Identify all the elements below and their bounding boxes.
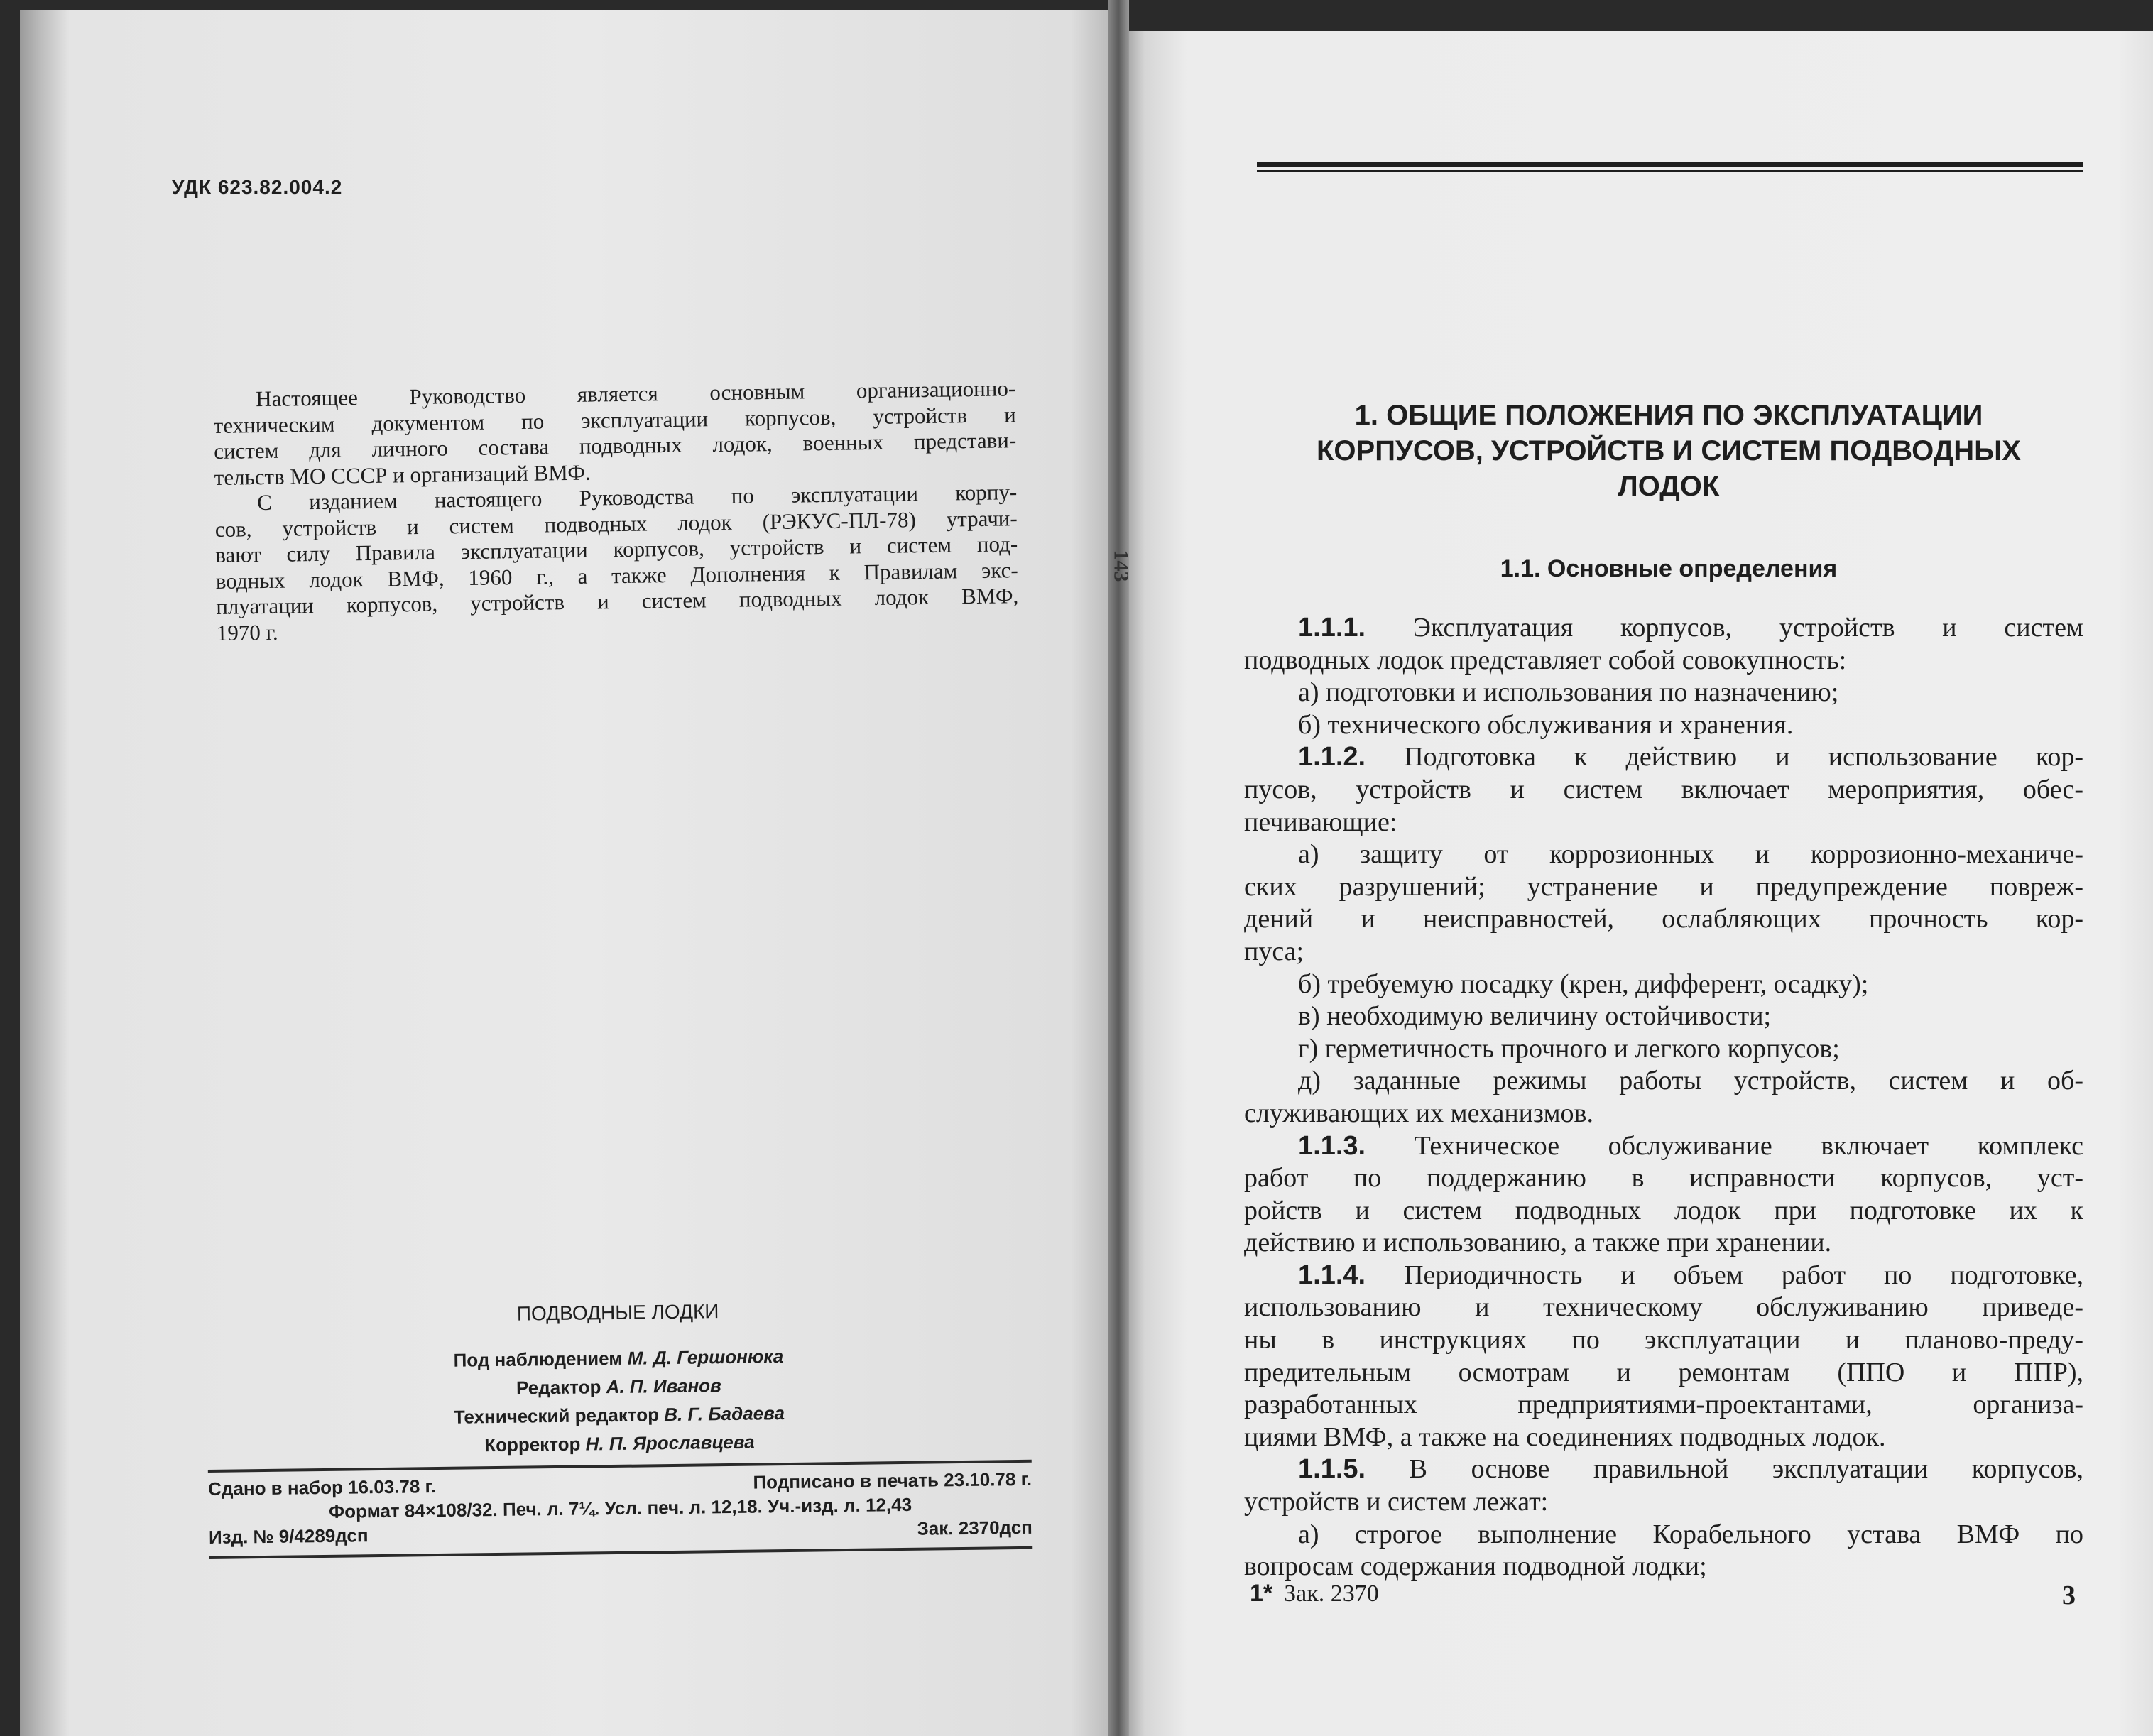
text-line: [1244, 839, 2083, 871]
clause-number: 1.1.4.: [1298, 1260, 1366, 1290]
text-line: [1244, 645, 2083, 677]
text-line: [1244, 1324, 2083, 1357]
line-text: В основе правильной эксплуатации корпусов,: [1409, 1454, 2083, 1485]
text-line: [1244, 1065, 2083, 1098]
page-number: 3: [2062, 1581, 2076, 1610]
credit-role: Редактор: [516, 1376, 601, 1399]
chapter-heading: [1250, 398, 2088, 504]
credits: [207, 1339, 1032, 1463]
text-line: [1244, 1292, 2083, 1324]
line-text: ройств и систем подводных лодок при подготовке их к: [1244, 1195, 2083, 1225]
line-text: дений и неисправностей, ослабляющих прочность кор-: [1244, 904, 2083, 934]
edition-number: Изд. № 9/4289дсп: [208, 1524, 369, 1548]
line-text: б) требуемую посадку (крен, дифферент, осадку);: [1298, 968, 1869, 999]
udk-code: УДК 623.82.004.2: [172, 176, 343, 198]
line-text: С изданием настоящего Руководства по эксплуатации корпу-: [257, 479, 1018, 515]
line-text: а) строгое выполнение Корабельного устава ВМФ по: [1298, 1519, 2083, 1549]
credit-name: Н. П. Ярославцева: [585, 1431, 755, 1455]
line-text: печивающие:: [1244, 807, 1397, 837]
line-text: циями ВМФ, а также на соединениях подводных лодок.: [1244, 1421, 1886, 1452]
text-line: [1244, 1195, 2083, 1228]
clause-number: 1.1.1.: [1298, 613, 1366, 643]
annotation-text: [213, 376, 1019, 646]
body-text: [1244, 612, 2083, 1583]
text-line: [1244, 1033, 2083, 1066]
text-line: [1244, 741, 2083, 774]
credit-role: Технический редактор: [453, 1404, 660, 1428]
text-line: [1244, 1130, 2083, 1163]
text-line: [1244, 1421, 2083, 1454]
line-text: ских разрушений; устранение и предупреждение повреж-: [1244, 871, 2083, 902]
text-line: [1244, 1453, 2083, 1486]
signed-date: Подписано в печать 23.10.78 г.: [753, 1468, 1032, 1493]
line-text: Подготовка к действию и использование кор-: [1404, 742, 2084, 773]
line-text: ны в инструкциях по эксплуатации и планово-преду-: [1244, 1325, 2083, 1355]
clause-number: 1.1.3.: [1298, 1130, 1366, 1161]
line-text: систем для личного состава подводных лодок, военных представи-: [214, 427, 1017, 464]
credit-role: Корректор: [484, 1433, 581, 1456]
line-text: сов, устройств и систем подводных лодок (РЭКУС-ПЛ-78) утрачи-: [214, 505, 1018, 542]
line-text: Периодичность и объем работ по подготовке,: [1404, 1260, 2084, 1290]
line-text: г) герметичность прочного и легкого корпусов;: [1298, 1033, 1840, 1064]
line-text: вопросам содержания подводной лодки;: [1244, 1551, 1707, 1582]
line-text: пуса;: [1244, 936, 1304, 966]
book-gutter: [1108, 0, 1129, 1736]
section-heading: 1.1. Основные определения: [1500, 555, 1838, 582]
text-line: [1244, 871, 2083, 904]
line-text: пусов, устройств и систем включает мероприятия, обес-: [1244, 774, 2083, 804]
heading-line: 1. ОБЩИЕ ПОЛОЖЕНИЯ ПО ЭКСПЛУАТАЦИИ: [1354, 400, 1983, 431]
line-text: тельств МО СССР и организаций ВМФ.: [214, 459, 591, 490]
line-text: техническим документом по эксплуатации корпусов, устройств и: [213, 401, 1016, 438]
text-line: [1244, 1227, 2083, 1260]
typeset-date: Сдано в набор 16.03.78 г.: [207, 1475, 437, 1500]
text-line: [1244, 612, 2083, 645]
line-text: работ по поддержанию в исправности корпусов, уст-: [1244, 1163, 2083, 1194]
line-text: б) технического обслуживания и хранения.: [1298, 709, 1794, 740]
line-text: действию и использованию, а также при хранении.: [1244, 1228, 1832, 1258]
line-text: д) заданные режимы работы устройств, систем и об-: [1298, 1066, 2083, 1096]
credit-role: Под наблюдением: [453, 1347, 623, 1371]
footer-order: Зак. 2370: [1284, 1581, 1379, 1607]
text-line: [1244, 709, 2083, 742]
text-line: [1244, 903, 2083, 936]
format-info: Формат 84×108/32. Печ. л. 7¼. Усл. печ. л. 12,18. Уч.-изд. л. 12,43: [328, 1493, 912, 1522]
line-text: предительным осмотрам и ремонтам (ППО и ППР),: [1244, 1357, 2083, 1387]
text-line: [1244, 1098, 2083, 1130]
line-text: а) защиту от коррозионных и коррозионно-механиче-: [1298, 839, 2083, 870]
text-line: [1244, 807, 2083, 839]
text-line: [1244, 1162, 2083, 1195]
text-line: [1244, 1519, 2083, 1551]
text-line: [1244, 968, 2083, 1001]
credit-name: В. Г. Бадаева: [664, 1402, 785, 1426]
line-text: Эксплуатация корпусов, устройств и систем: [1412, 613, 2083, 643]
clause-number: 1.1.2.: [1298, 742, 1366, 773]
signature-number: 1*: [1250, 1580, 1273, 1607]
text-line: [1244, 1389, 2083, 1421]
line-text: устройств и систем лежат:: [1244, 1487, 1549, 1517]
line-text: а) подготовки и использования по назначению;: [1298, 677, 1839, 708]
line-text: в) необходимую величину остойчивости;: [1298, 1001, 1772, 1032]
text-line: [1244, 1551, 2083, 1583]
signature-mark: [1250, 1580, 1379, 1607]
line-text: разработанных предприятиями-проектантами, организа-: [1244, 1390, 2083, 1420]
line-text: водных лодок ВМФ, 1960 г., а также Дополнения к Правилам экс-: [215, 557, 1018, 594]
order-number: Зак. 2370дсп: [917, 1516, 1033, 1539]
credit-name: А. П. Иванов: [606, 1375, 721, 1398]
credit-name: М. Д. Гершонюка: [627, 1345, 784, 1369]
text-line: [1244, 774, 2083, 807]
line-text: Техническое обслуживание включает комплекс: [1414, 1130, 2084, 1161]
colophon: [206, 1296, 1032, 1563]
line-text: служивающих их механизмов.: [1244, 1098, 1593, 1128]
clause-number: 1.1.5.: [1298, 1454, 1366, 1485]
line-text: Настоящее Руководство является основным организационно-: [255, 376, 1016, 412]
spine-mark: 143: [1109, 550, 1133, 582]
line-text: 1970 г.: [216, 619, 278, 645]
heading-line: КОРПУСОВ, УСТРОЙСТВ И СИСТЕМ ПОДВОДНЫХ: [1317, 435, 2021, 466]
line-text: подводных лодок представляет собой совокупность:: [1244, 645, 1847, 675]
colophon-title: ПОДВОДНЫЕ ЛОДКИ: [516, 1300, 719, 1325]
heading-line: ЛОДОК: [1618, 471, 1720, 502]
header-rule: [1257, 162, 2083, 172]
text-line: [1244, 1260, 2083, 1292]
text-line: [1244, 677, 2083, 709]
text-line: [1244, 1357, 2083, 1390]
line-text: использованию и техническому обслуживанию приведе-: [1244, 1292, 2083, 1323]
text-line: [1244, 936, 2083, 968]
text-line: [1244, 1486, 2083, 1519]
line-text: плуатации корпусов, устройств и систем подводных лодок ВМФ,: [216, 583, 1019, 619]
line-text: вают силу Правила эксплуатации корпусов, устройств и систем под-: [215, 531, 1018, 567]
text-line: [1244, 1000, 2083, 1033]
